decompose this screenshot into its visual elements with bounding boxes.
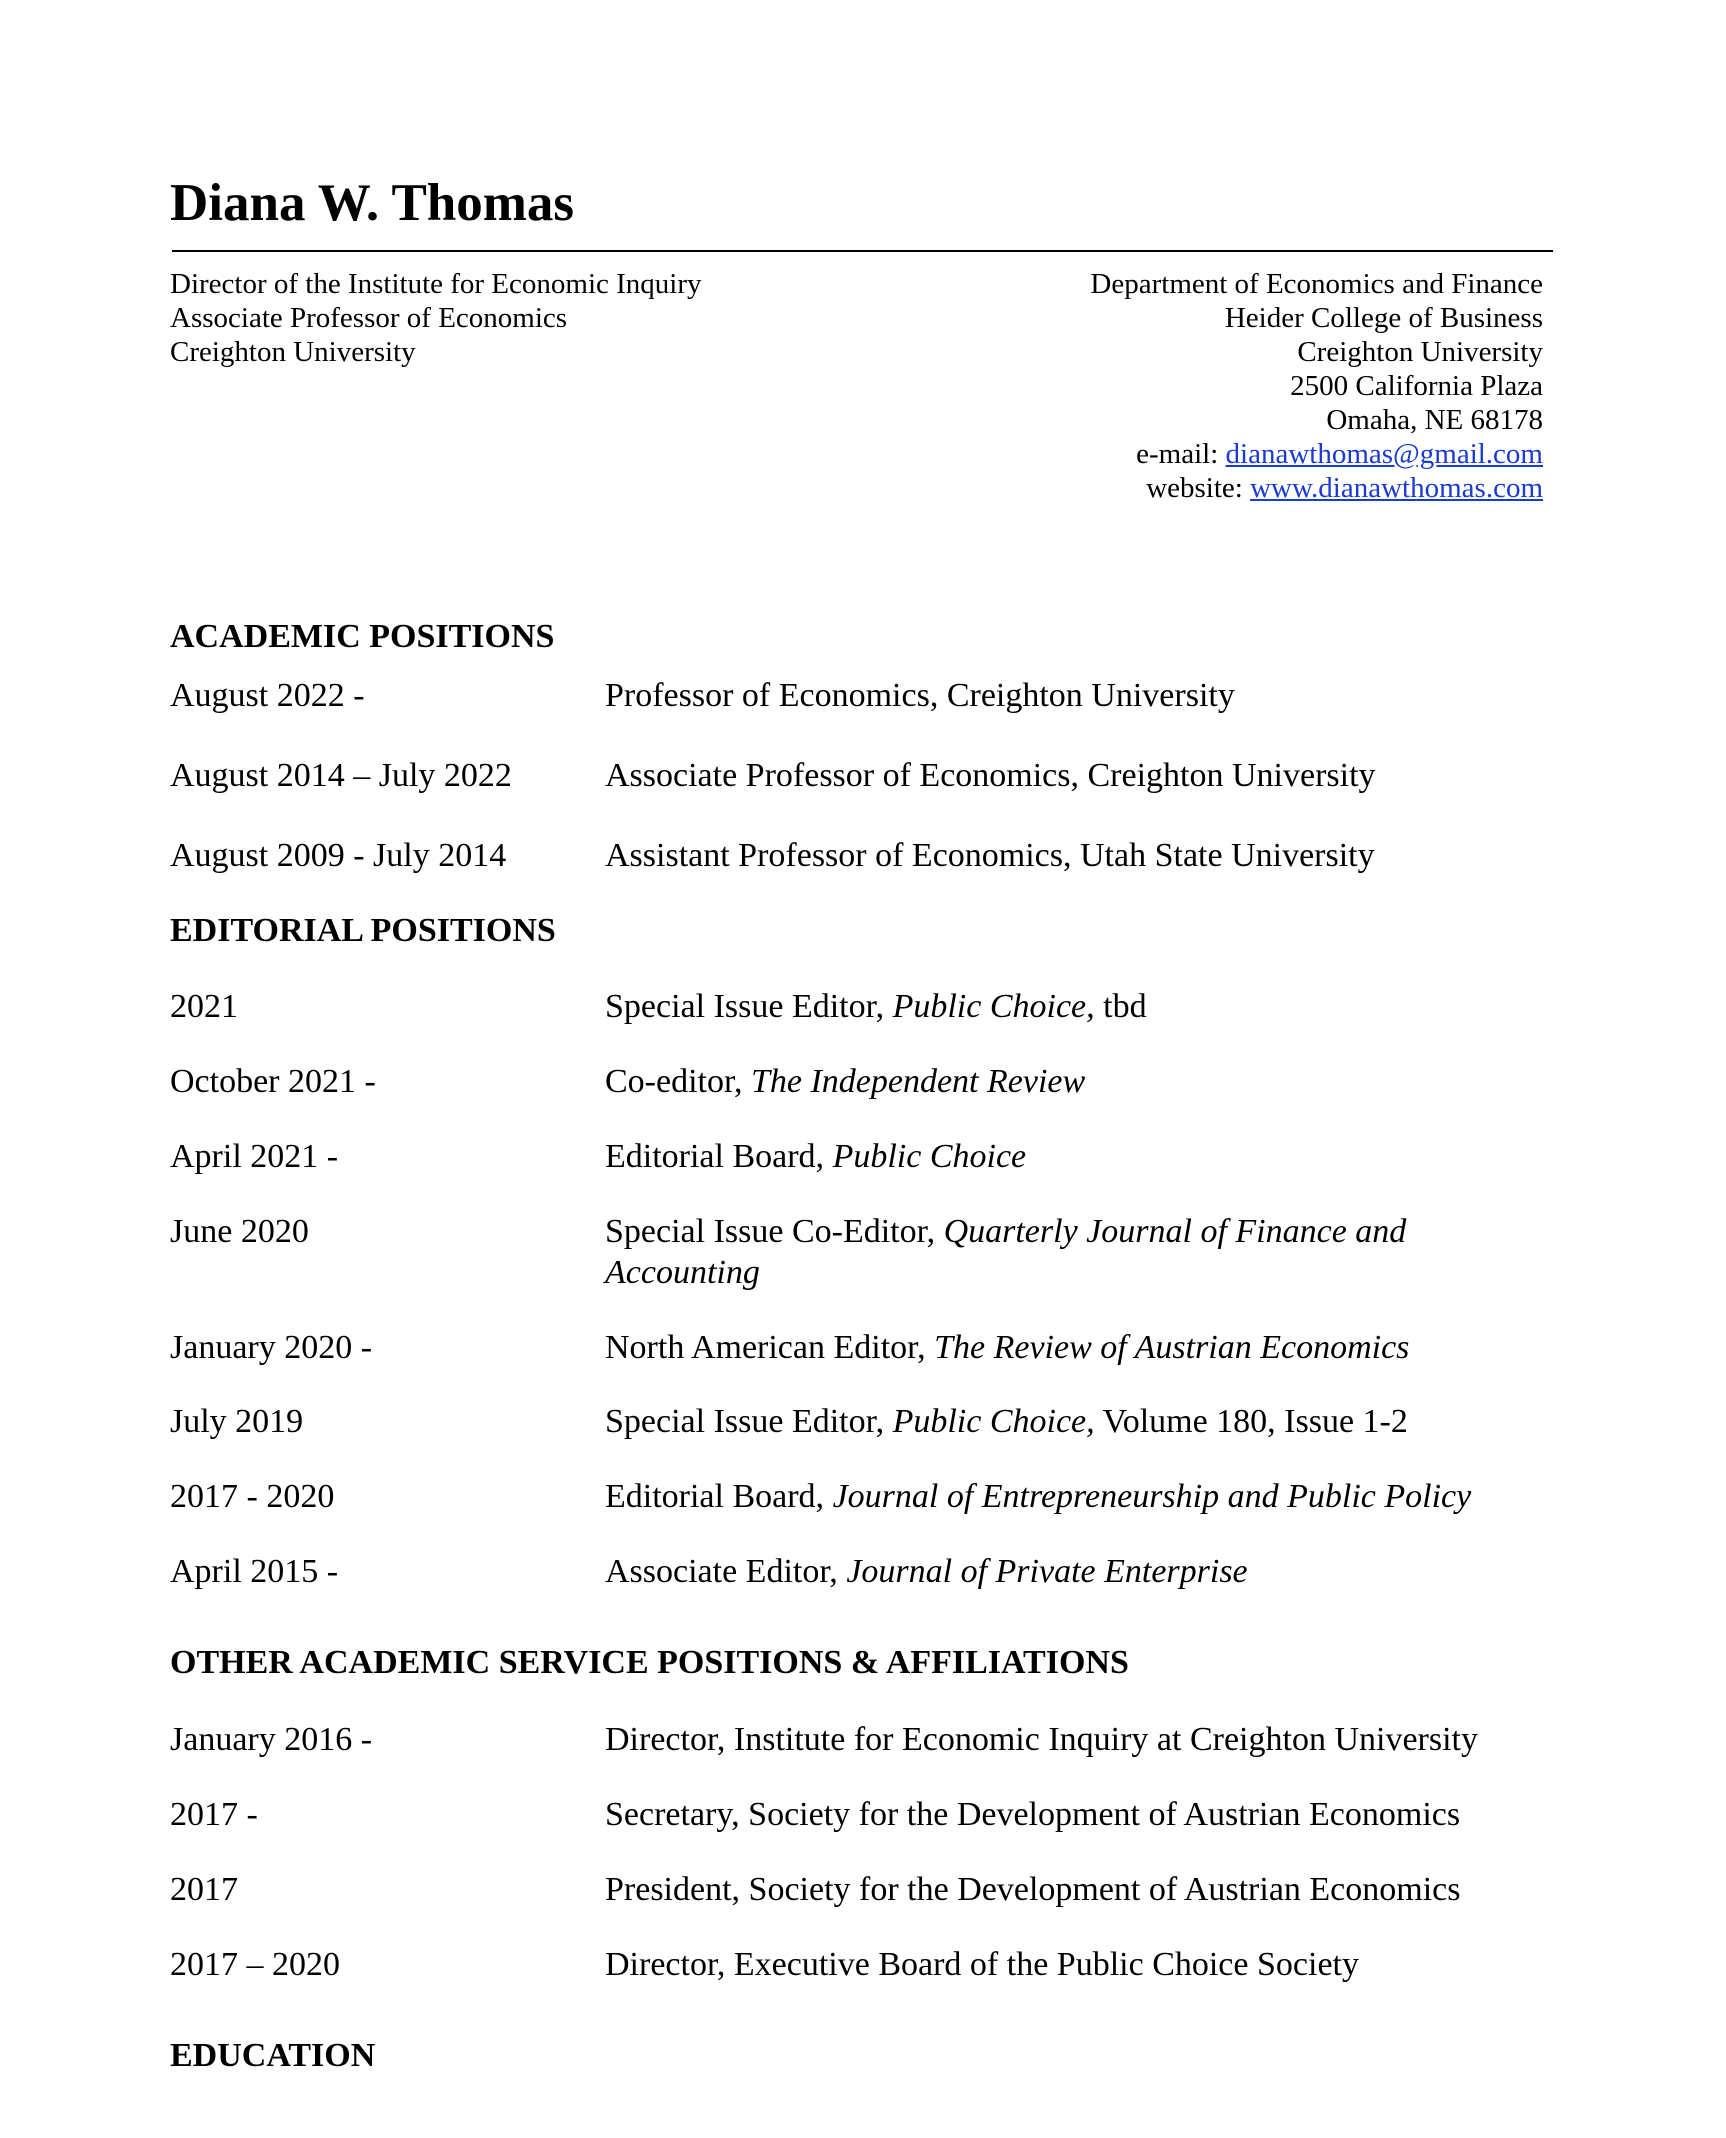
cv-name: Diana W. Thomas [170,174,575,232]
entry-description: Assistant Professor of Economics, Utah State University [605,837,1375,874]
website-link[interactable]: www.dianawthomas.com [1250,472,1543,504]
affiliation-line: Associate Professor of Economics [170,302,568,334]
address-line: Omaha, NE 68178 [1326,404,1543,436]
entry-role: North American Editor, [605,1329,935,1366]
entry-description: President, Society for the Development of Austrian Economics [605,1871,1461,1908]
entry-description: Professor of Economics, Creighton University [605,677,1235,714]
entry-date: 2017 [170,1871,238,1908]
entry-description [605,1401,1525,1442]
entry-journal: The Independent Review [750,1063,1086,1100]
entry-date: 2021 [170,988,238,1025]
affiliation-line: Director of the Institute for Economic Inquiry [170,268,702,300]
entry-role: Special Issue Editor, [605,1403,893,1440]
address-line: Department of Economics and Finance [1090,268,1543,300]
section-heading-editorial-positions: EDITORIAL POSITIONS [170,912,556,949]
section-heading-education: EDUCATION [170,2037,376,2074]
address-line: 2500 California Plaza [1290,370,1543,402]
affiliation-line: Creighton University [170,336,416,368]
email-line [1090,437,1543,471]
entry-date: June 2020 [170,1213,309,1250]
website-line [1090,471,1543,505]
entry-line [605,1211,1525,1252]
entry-description [605,1211,1525,1293]
entry-description [605,1551,1525,1592]
entry-description: Associate Professor of Economics, Creighton University [605,757,1376,794]
entry-tail: Volume 180, Issue 1-2 [1094,1403,1408,1440]
entry-date: August 2009 - July 2014 [170,837,507,874]
website-label: website: [1146,472,1243,504]
entry-date: April 2021 - [170,1138,339,1175]
entry-description: Director, Executive Board of the Public Choice Society [605,1946,1359,1983]
entry-date: July 2019 [170,1403,304,1440]
entry-journal: Public Choice, [892,988,1095,1025]
entry-description: Director, Institute for Economic Inquiry at Creighton University [605,1721,1478,1758]
entry-role: Special Issue Co-Editor, [605,1213,944,1250]
entry-line [605,1252,1525,1293]
entry-role: Editorial Board, [605,1478,833,1515]
entry-journal: Quarterly Journal of Finance and [943,1213,1407,1250]
entry-journal: Journal of Private Enterprise [846,1553,1248,1590]
header-rule [172,250,1553,252]
entry-journal: Public Choice, [892,1403,1095,1440]
entry-date: 2017 – 2020 [170,1946,340,1983]
entry-role: Special Issue Editor, [605,988,893,1025]
entry-date: August 2014 – July 2022 [170,757,512,794]
entry-date: January 2020 - [170,1329,373,1366]
entry-journal-continued: Accounting [605,1254,760,1291]
entry-date: August 2022 - [170,677,365,714]
email-link[interactable]: dianawthomas@gmail.com [1225,438,1543,470]
address-block [1090,267,1543,505]
entry-date: 2017 - [170,1796,258,1833]
address-line: Creighton University [1297,336,1543,368]
entry-description: Secretary, Society for the Development of Austrian Economics [605,1796,1461,1833]
section-heading-service-affiliations: OTHER ACADEMIC SERVICE POSITIONS & AFFILIATIONS [170,1644,1129,1681]
entry-journal: Public Choice [832,1138,1027,1175]
entry-description [605,1327,1525,1368]
entry-description [605,1476,1525,1517]
entry-date: April 2015 - [170,1553,339,1590]
entry-description [605,986,1525,1027]
entry-role: Co-editor, [605,1063,751,1100]
address-line: Heider College of Business [1224,302,1543,334]
entry-role: Associate Editor, [605,1553,847,1590]
email-label: e-mail: [1136,438,1219,470]
entry-journal: The Review of Austrian Economics [934,1329,1410,1366]
entry-role: Editorial Board, [605,1138,833,1175]
entry-description [605,1061,1525,1102]
entry-journal: Journal of Entrepreneurship and Public Policy [832,1478,1472,1515]
entry-date: 2017 - 2020 [170,1478,335,1515]
affiliation-block [170,267,702,369]
section-heading-academic-positions: ACADEMIC POSITIONS [170,618,555,655]
entry-date: January 2016 - [170,1721,373,1758]
entry-tail: tbd [1094,988,1147,1025]
entry-description [605,1136,1525,1177]
entry-date: October 2021 - [170,1063,376,1100]
